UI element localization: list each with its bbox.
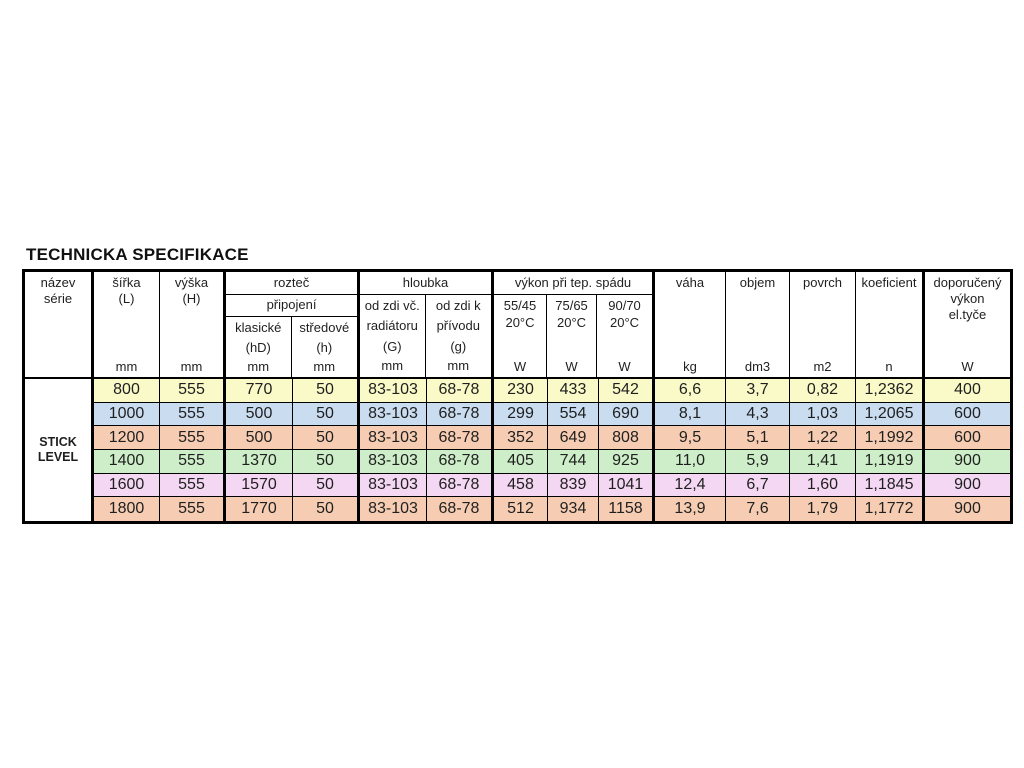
unit-label: mm — [381, 358, 404, 374]
unit-label: W — [513, 359, 527, 374]
header-od-zdi-privodu — [426, 295, 491, 377]
header-label: 75/65 — [555, 298, 588, 313]
header-label: 90/70 — [608, 298, 641, 313]
spec-sheet — [22, 245, 1013, 524]
table-row — [94, 403, 1010, 427]
header-label: (L) — [118, 291, 135, 306]
table-cell: 1,1772 — [856, 497, 925, 521]
table-cell: 405 — [494, 450, 548, 473]
header-stredove — [292, 317, 357, 377]
table-cell: 1,2065 — [856, 403, 925, 426]
table-cell: 11,0 — [655, 450, 726, 473]
table-cell: 1600 — [94, 474, 160, 497]
table-cell: 68-78 — [427, 450, 494, 473]
table-cell: 744 — [548, 450, 599, 473]
header-label: koeficient — [861, 275, 917, 290]
header-label: klasické — [235, 320, 282, 335]
table-cell: 433 — [548, 379, 599, 402]
table-cell: 770 — [226, 379, 293, 402]
table-body — [25, 379, 1010, 521]
table-cell: 68-78 — [427, 426, 494, 449]
table-cell: 1,1992 — [856, 426, 925, 449]
table-cell: 6,7 — [726, 474, 790, 497]
table-cell: 900 — [954, 476, 981, 494]
table-row — [94, 426, 1010, 450]
table-cell: 5,1 — [726, 426, 790, 449]
header-label: el.tyče — [948, 307, 987, 322]
group-title: rozteč — [226, 272, 357, 295]
unit-label: dm3 — [744, 359, 771, 374]
table-cell: 1200 — [94, 426, 160, 449]
table-cell: 1800 — [94, 497, 160, 521]
table-cell: 83-103 — [360, 450, 427, 473]
table-cell: 808 — [599, 426, 655, 449]
group-title: hloubka — [360, 272, 491, 295]
table-cell: 1,2362 — [856, 379, 925, 402]
header-label: 20°C — [610, 315, 640, 330]
table-cell: 83-103 — [360, 403, 427, 426]
table-cell: 900 — [954, 452, 981, 470]
table-cell: 299 — [494, 403, 548, 426]
header-vaha — [655, 272, 726, 377]
table-cell: 1,03 — [790, 403, 856, 426]
header-spad-55-45 — [494, 295, 547, 377]
unit-label: mm — [447, 358, 470, 374]
table-row — [94, 497, 1010, 521]
table-cell: 1370 — [226, 450, 293, 473]
series-name-cell — [25, 379, 94, 521]
table-cell: 50 — [293, 426, 360, 449]
table-cell: 1041 — [599, 474, 655, 497]
header-label: středové — [299, 320, 350, 335]
table-cell: 230 — [494, 379, 548, 402]
spec-table — [22, 269, 1013, 524]
table-cell: 68-78 — [427, 403, 494, 426]
table-cell: 8,1 — [655, 403, 726, 426]
table-rows — [94, 379, 1010, 521]
table-cell: 50 — [293, 403, 360, 426]
table-cell: 1,22 — [790, 426, 856, 449]
header-label: 55/45 — [503, 298, 537, 313]
table-row — [94, 474, 1010, 498]
table-cell: 9,5 — [655, 426, 726, 449]
table-cell: 900 — [954, 500, 981, 518]
header-od-zdi-radiatoru — [360, 295, 426, 377]
header-label: objem — [739, 275, 776, 290]
header-group-vykon — [494, 272, 655, 377]
unit-label: m2 — [813, 359, 832, 374]
table-cell: 13,9 — [655, 497, 726, 521]
header-spad-75-65 — [547, 295, 597, 377]
table-cell: 352 — [494, 426, 548, 449]
unit-label: mm — [180, 359, 203, 374]
header-nazev-serie — [25, 272, 94, 377]
header-label: šířka — [112, 275, 141, 290]
table-cell: 554 — [548, 403, 599, 426]
header-label: název — [40, 275, 76, 290]
header-label: výška — [174, 275, 209, 290]
table-cell: 555 — [160, 379, 226, 402]
table-cell: 500 — [226, 403, 293, 426]
unit-label: W — [618, 359, 631, 374]
table-cell: 1770 — [226, 497, 293, 521]
header-label: 20°C — [505, 315, 535, 330]
header-label: od zdi vč. — [364, 297, 420, 313]
table-cell: 1,1919 — [856, 450, 925, 473]
header-group-roztec — [226, 272, 360, 377]
header-label: série — [43, 291, 73, 306]
table-cell: 1,60 — [790, 474, 856, 497]
header-koeficient — [856, 272, 925, 377]
header-povrch — [790, 272, 856, 377]
table-cell: 925 — [599, 450, 655, 473]
table-cell: 555 — [160, 497, 226, 521]
header-label: radiátoru — [366, 318, 418, 334]
table-cell: 68-78 — [427, 474, 494, 497]
table-cell: 600 — [954, 428, 981, 446]
table-cell: 649 — [548, 426, 599, 449]
table-cell: 555 — [160, 450, 226, 473]
table-cell: 1400 — [94, 450, 160, 473]
header-label: (h) — [316, 340, 333, 355]
table-cell: 50 — [293, 474, 360, 497]
header-label: povrch — [802, 275, 843, 290]
table-cell: 50 — [293, 379, 360, 402]
header-label: výkon — [950, 291, 985, 306]
table-cell: 500 — [226, 426, 293, 449]
group-subtitle: připojení — [226, 295, 357, 317]
table-cell: 555 — [160, 426, 226, 449]
table-cell: 1,79 — [790, 497, 856, 521]
header-label: od zdi k — [435, 297, 481, 313]
table-cell: 690 — [599, 403, 655, 426]
table-cell: 83-103 — [360, 426, 427, 449]
table-row — [94, 450, 1010, 474]
table-cell: 50 — [293, 497, 360, 521]
header-label: doporučený — [933, 275, 1002, 290]
table-cell: 542 — [599, 379, 655, 402]
table-cell: 1000 — [94, 403, 160, 426]
header-label: (g) — [450, 338, 467, 354]
table-header — [25, 272, 1010, 379]
header-label: 20°C — [557, 315, 587, 330]
table-cell: 555 — [160, 403, 226, 426]
table-row — [94, 379, 1010, 403]
header-vyska — [160, 272, 226, 377]
unit-label: W — [961, 359, 974, 374]
table-cell: 1,41 — [790, 450, 856, 473]
table-cell: 512 — [494, 497, 548, 521]
table-cell: 6,6 — [655, 379, 726, 402]
header-sirka — [94, 272, 160, 377]
unit-label: kg — [683, 359, 697, 374]
header-label: přívodu — [436, 318, 480, 334]
header-klasicke — [226, 317, 292, 377]
table-cell: 800 — [94, 379, 160, 402]
series-name-line: LEVEL — [37, 450, 79, 465]
header-label: (G) — [382, 338, 402, 354]
table-cell: 83-103 — [360, 379, 427, 402]
table-cell: 1,1845 — [856, 474, 925, 497]
series-name-line: STICK — [39, 435, 77, 450]
header-label: (H) — [182, 291, 201, 306]
unit-label: mm — [115, 359, 138, 374]
unit-label: mm — [313, 359, 336, 374]
table-cell: 1570 — [226, 474, 293, 497]
table-cell: 50 — [293, 450, 360, 473]
table-cell: 3,7 — [726, 379, 790, 402]
page-title: TECHNICKA SPECIFIKACE — [26, 245, 249, 264]
table-cell: 7,6 — [726, 497, 790, 521]
unit-label: n — [885, 359, 893, 374]
table-cell: 400 — [954, 381, 981, 399]
header-objem — [726, 272, 790, 377]
table-cell: 458 — [494, 474, 548, 497]
unit-label: mm — [247, 359, 270, 374]
table-cell: 4,3 — [726, 403, 790, 426]
group-title: výkon při tep. spádu — [494, 272, 652, 295]
header-doporuceny-vykon — [925, 272, 1010, 377]
header-label: váha — [675, 275, 705, 290]
table-cell: 5,9 — [726, 450, 790, 473]
table-cell: 0,82 — [790, 379, 856, 402]
header-spad-90-70 — [597, 295, 652, 377]
header-label: (hD) — [245, 340, 271, 355]
unit-label: W — [565, 359, 578, 374]
table-cell: 68-78 — [427, 497, 494, 521]
table-cell: 600 — [954, 405, 981, 423]
table-cell: 12,4 — [655, 474, 726, 497]
table-cell: 1158 — [599, 497, 655, 521]
table-cell: 83-103 — [360, 474, 427, 497]
table-cell: 934 — [548, 497, 599, 521]
table-cell: 555 — [160, 474, 226, 497]
table-cell: 68-78 — [427, 379, 494, 402]
table-cell: 839 — [548, 474, 599, 497]
header-group-hloubka — [360, 272, 494, 377]
table-cell: 83-103 — [360, 497, 427, 521]
